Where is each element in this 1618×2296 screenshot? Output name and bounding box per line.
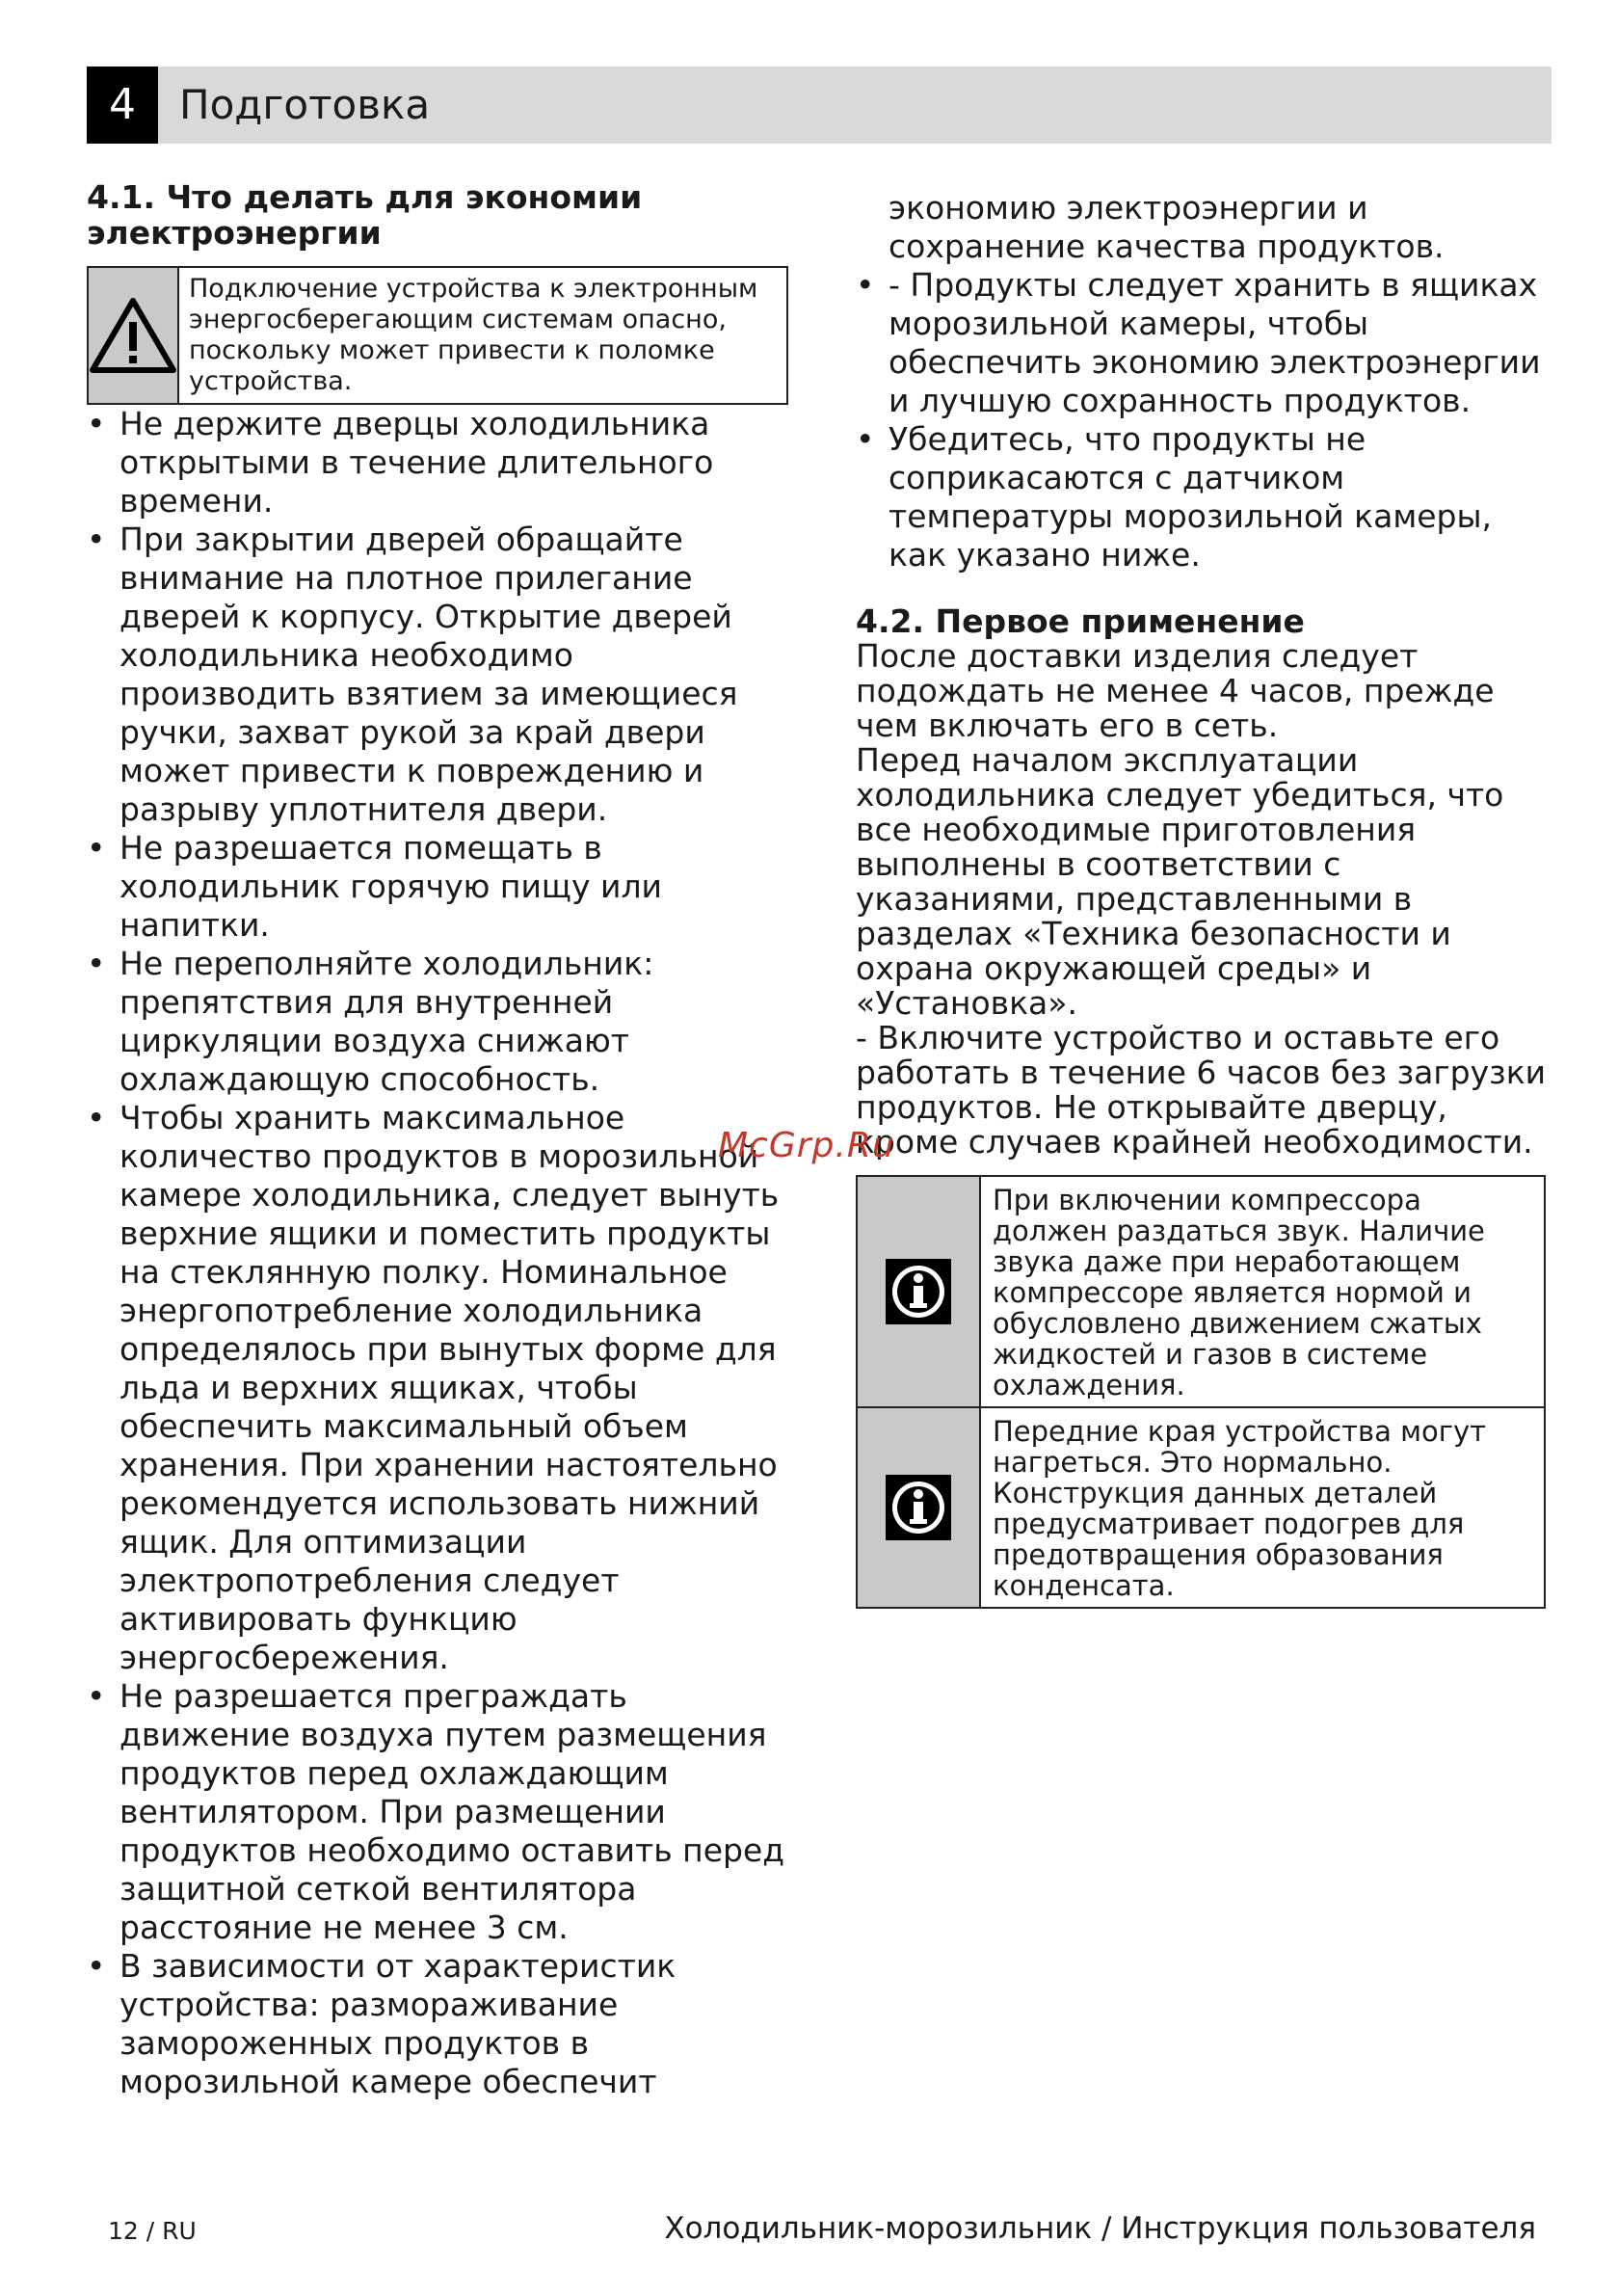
info-icon (886, 1475, 951, 1540)
list-item: • Не разрешается помещать в холодильник горячую пищу или напитки. (87, 829, 790, 945)
list-item: • При закрытии дверей обращайте внимание на плотное прилегание дверей к корпусу. Открытие дверей холодильника необходимо производить взятием за имеющиеся ручки, захват рукой за край двери может привести к повреждению и разрыву уплотнителя двери. (87, 521, 790, 829)
section-4-2-title: 4.2. Первое применение (856, 602, 1305, 640)
right-column (856, 189, 1550, 1609)
list-item: • В зависимости от характеристик устройства: размораживание замороженных продуктов в морозильной камере обеспечит (87, 1947, 790, 2101)
info-icon (886, 1259, 951, 1324)
list-item: • Не переполняйте холодильник: препятствия для внутренней циркуляции воздуха снижают охлаждающую способность. (87, 945, 790, 1099)
warning-text: Подключение устройства к электронным энергосберегающим системам опасно, поскольку может привести к поломке устройства. (189, 274, 758, 396)
warning-icon-cell (89, 268, 179, 403)
paragraph: После доставки изделия следует подождать не менее 4 часов, прежде чем включать его в сеть. (856, 637, 1495, 744)
chapter-title: Подготовка (179, 81, 431, 128)
footer-title: Холодильник-морозильник / Инструкция пользователя (664, 2211, 1536, 2246)
energy-saving-list (87, 405, 790, 2101)
info-notes (856, 1175, 1546, 1609)
warning-triangle-icon (89, 297, 177, 374)
section-4-1-title: 4.1. Что делать для экономии электроэнергии (87, 178, 643, 252)
info-note-text: При включении компрессора должен раздаться звук. Наличие звука даже при неработающем компрессоре является нормой и обусловлено движением сжатых жидкостей и газов в системе охлаждения. (993, 1184, 1485, 1402)
left-column (87, 179, 790, 2101)
paragraph: Перед началом эксплуатации холодильника следует убедиться, что все необходимые приготовления выполнены в соответствии с указаниями, представленными в разделах «Техника безопасности и охрана окружающей среды» и «Установка». (856, 741, 1504, 1022)
energy-saving-list-continued (856, 266, 1550, 574)
info-note (858, 1177, 1544, 1406)
chapter-header (87, 67, 1552, 144)
chapter-number: 4 (87, 67, 158, 144)
list-item: • - Продукты следует хранить в ящиках морозильной камеры, чтобы обеспечить экономию электроэнергии и лучшую сохранность продуктов. (856, 266, 1550, 420)
warning-note (87, 266, 788, 405)
list-item: • Не держите дверцы холодильника открытыми в течение длительного времени. (87, 405, 790, 521)
watermark: McGrp.Ru (718, 1126, 895, 1165)
page-number: 12 / RU (108, 2217, 197, 2245)
list-item: • Не разрешается преграждать движение воздуха путем размещения продуктов перед охлаждающим вентилятором. При размещении продуктов необходимо оставить перед защитной сеткой вентилятора расстояние не менее 3 см. (87, 1677, 790, 1947)
info-note-text: Передние края устройства могут нагреться. Это нормально. Конструкция данных деталей предусматривает подогрев для предотвращения образования конденсата. (993, 1415, 1487, 1602)
list-item: • Чтобы хранить максимальное количество продуктов в морозильной камере холодильника, следует вынуть верхние ящики и поместить продукты на стеклянную полку. Номинальное энергопотребление холодильника определялось при вынутых форме для льда и верхних ящиках, чтобы обеспечить максимальный объем хранения. При хранении настоятельно рекомендуется использовать нижний ящик. Для оптимизации электропотребления следует активировать функцию энергосбережения. (87, 1099, 790, 1677)
paragraph: - Включите устройство и оставьте его работать в течение 6 часов без загрузки продуктов. Не открывайте дверцу, кроме случаев крайней необходимости. (856, 1019, 1547, 1161)
first-use-text (856, 639, 1550, 1160)
list-continuation: экономию электроэнергии и сохранение качества продуктов. (889, 189, 1445, 265)
list-item: • Убедитесь, что продукты не соприкасаются с датчиком температуры морозильной камеры, как указано ниже. (856, 420, 1550, 574)
info-note (858, 1406, 1544, 1607)
